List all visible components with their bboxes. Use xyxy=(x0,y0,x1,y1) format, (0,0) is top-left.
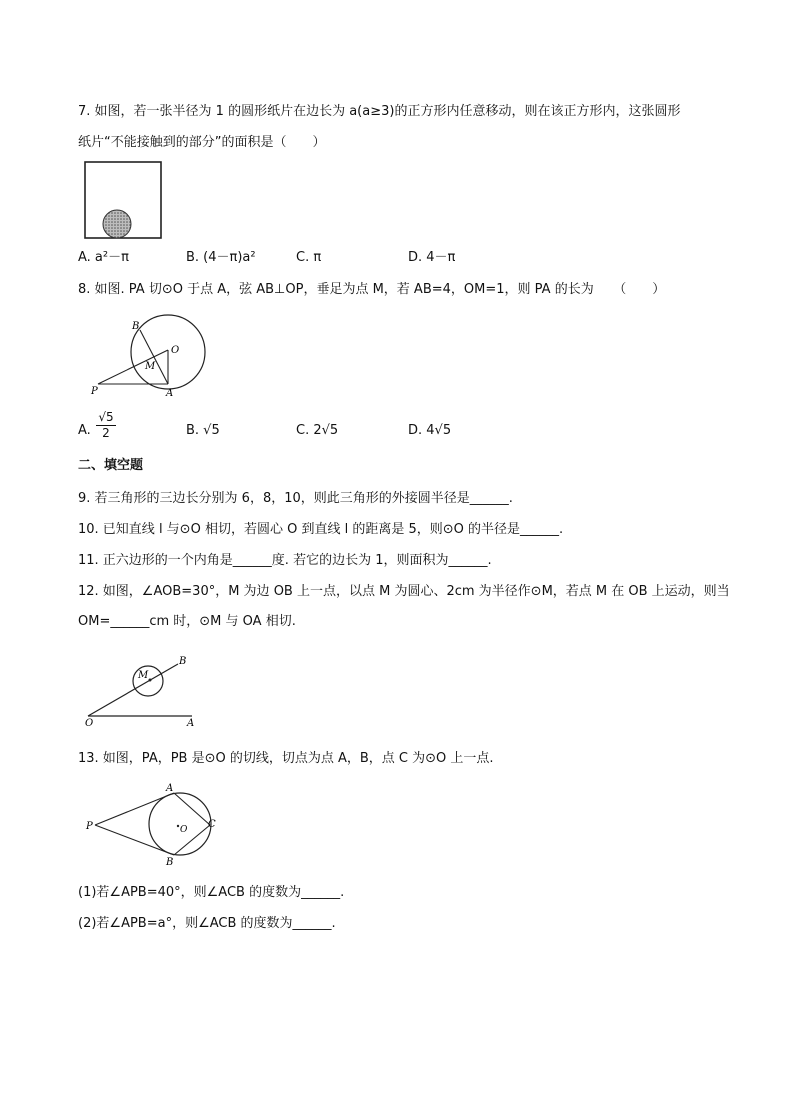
chord-ab xyxy=(140,330,168,384)
q7-option-b: B. (4－π)a² xyxy=(186,250,256,265)
q7-line1: 7. 如图，若一张半径为 1 的圆形纸片在边长为 a(a≥3)的正方形内任意移动，则在该正方形内，这张圆形 xyxy=(78,104,681,119)
center-o xyxy=(177,825,179,827)
label-m: M xyxy=(145,361,156,372)
q7-option-a: A. a²－π xyxy=(78,250,129,265)
label-b: B xyxy=(179,656,187,667)
label-a: A xyxy=(166,783,174,794)
line-po xyxy=(98,350,168,384)
q8-option-b: B. √5 xyxy=(186,423,220,438)
center-m xyxy=(149,679,152,682)
label-m: M xyxy=(138,670,149,681)
label-a: A xyxy=(166,388,174,399)
q8-option-a-prefix: A. xyxy=(78,423,91,438)
q12-figure-angle-circle xyxy=(82,650,207,728)
q12-line2: OM=______cm 时，⊙M 与 OA 相切. xyxy=(78,614,296,629)
q13-sub1: (1)若∠APB=40°，则∠ACB 的度数为______. xyxy=(78,885,345,900)
paper-circle xyxy=(103,210,131,238)
q8-figure-tangent xyxy=(88,312,213,400)
label-a: A xyxy=(187,718,195,728)
tangent-pb xyxy=(95,825,174,855)
q7-line2: 纸片“不能接触到的部分”的面积是（ ） xyxy=(78,135,326,150)
q13-figure-tangents xyxy=(84,780,224,868)
q13-text: 13. 如图，PA，PB 是⊙O 的切线，切点为点 A，B，点 C 为⊙O 上一点. xyxy=(78,751,494,766)
q7-figure-square-with-circle xyxy=(84,161,164,241)
q8-option-a-fraction xyxy=(96,410,116,441)
q8-option-a-numerator: √5 xyxy=(96,410,116,426)
q10-text: 10. 已知直线 l 与⊙O 相切，若圆心 O 到直线 l 的距离是 5，则⊙O 的半径是______. xyxy=(78,522,564,537)
q8-text: 8. 如图. PA 切⊙O 于点 A，弦 AB⊥OP，垂足为点 M，若 AB=4，OM=1，则 PA 的长为 （ ） xyxy=(78,282,666,297)
label-o: O xyxy=(171,345,180,356)
q8-option-a-denominator: 2 xyxy=(102,426,110,440)
label-p: P xyxy=(91,386,98,397)
q7-option-d: D. 4－π xyxy=(408,250,456,265)
label-p: P xyxy=(86,821,93,832)
ray-ob xyxy=(88,664,178,716)
label-o: O xyxy=(85,718,94,728)
section2-title: 二、填空题 xyxy=(78,458,144,473)
tangent-pa xyxy=(95,793,174,825)
label-c: C xyxy=(208,819,216,830)
chord-ac xyxy=(174,793,210,825)
label-b: B xyxy=(166,857,174,868)
q12-line1: 12. 如图，∠AOB=30°，M 为边 OB 上一点，以点 M 为圆心、2cm 为半径作⊙M，若点 M 在 OB 上运动，则当 xyxy=(78,584,730,599)
circle-o xyxy=(149,793,211,855)
q8-option-d: D. 4√5 xyxy=(408,423,452,438)
q7-option-c: C. π xyxy=(296,250,322,265)
q8-option-c: C. 2√5 xyxy=(296,423,339,438)
label-b: B xyxy=(132,321,140,332)
q13-sub2: (2)若∠APB=a°，则∠ACB 的度数为______. xyxy=(78,916,336,931)
label-o: O xyxy=(180,825,188,835)
q9-text: 9. 若三角形的三边长分别为 6，8，10，则此三角形的外接圆半径是______. xyxy=(78,491,513,506)
q11-text: 11. 正六边形的一个内角是______度. 若它的边长为 1，则面积为______. xyxy=(78,553,492,568)
